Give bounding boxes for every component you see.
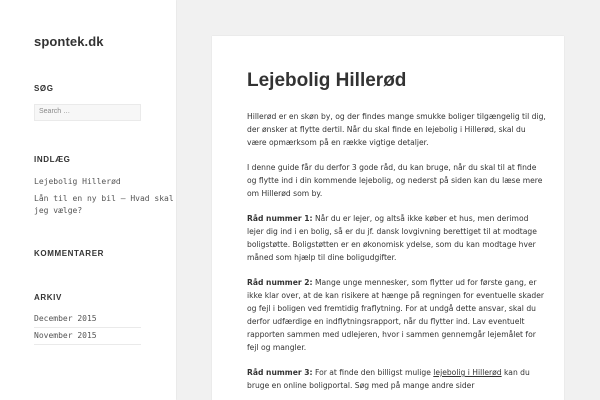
article-paragraph xyxy=(247,366,547,392)
tip-text: Mange unge mennesker, som flytter ud for første gang, er ikke klar over, at de kan risikere at hænge på regningen for eventuelle skader og fejl i boligen ved fremtidig fraflytning. For at undgå dette ansvar, skal du derfor udfærdige en indflytningsrapport, når du flytter ind. Lav eventuelt rapporten sammen med udlejeren, hvor i sammen gennemgår lejemålet for fejl og mangler. xyxy=(247,278,544,352)
post-link-lejebolig[interactable]: Lejebolig Hillerød xyxy=(34,177,121,186)
archive-divider xyxy=(34,327,141,328)
tip-label: Råd nummer 2: xyxy=(247,278,313,287)
article-paragraph: I denne guide får du derfor 3 gode råd, du kan bruge, når du skal til at finde og flytte ind i din kommende lejebolig, og nederst på siden kan du læse mere om Hillerød som by. xyxy=(247,163,543,198)
article-paragraph xyxy=(247,212,547,264)
article-paragraph xyxy=(247,276,547,354)
search-input[interactable]: Search … xyxy=(34,104,141,121)
article-body xyxy=(247,110,547,400)
article-title: Lejebolig Hillerød xyxy=(247,70,407,91)
search-widget-title: SØG xyxy=(34,84,54,93)
tip-label: Råd nummer 1: xyxy=(247,214,313,223)
comments-widget-title: KOMMENTARER xyxy=(34,249,105,258)
archive-widget-title: ARKIV xyxy=(34,293,62,302)
tip-text: kan du bruge en online boligportal. Søg med på mange andre sider xyxy=(247,368,530,390)
tip-text: Når du er lejer, og altså ikke køber et hus, men derimod lejer dig ind i en bolig, så er du jf. dansk lovgivning berettiget til at modtage boligstøtte. Boligstøtten er en økonomisk ydelse, som du kan modtage hver måned som hjælp til dine boligudgifter. xyxy=(247,214,537,262)
site-title[interactable]: spontek.dk xyxy=(34,34,104,49)
article-card xyxy=(212,36,564,400)
posts-widget-title: INDLÆG xyxy=(34,155,71,164)
lejebolig-hillerod-link[interactable]: lejebolig i Hillerød xyxy=(433,368,502,377)
article-paragraph: Hillerød er en skøn by, og der findes mange smukke boliger tilgængelig til dig, der ønsker at flytte dertil. Når du skal finde en lejebolig i Hillerød, skal du være opmærksom på en række vigtige detaljer. xyxy=(247,112,546,147)
sidebar xyxy=(0,0,176,400)
post-link-laan-bil[interactable]: Lån til en ny bil – Hvad skal jeg vælge? xyxy=(34,194,174,215)
archive-divider xyxy=(34,344,141,345)
tip-label: Råd nummer 3: xyxy=(247,368,313,377)
tip-text: For at finde den billigst mulige xyxy=(312,368,434,377)
archive-link-december-2015[interactable]: December 2015 xyxy=(34,314,97,323)
archive-link-november-2015[interactable]: November 2015 xyxy=(34,331,97,340)
